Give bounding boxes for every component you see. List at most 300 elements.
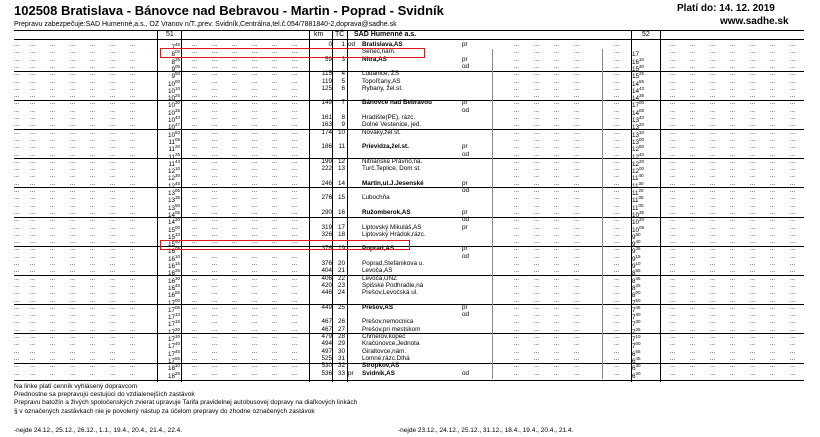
departure-time: $18^{25}$: [167, 370, 180, 380]
empty-cell: ...: [690, 253, 696, 260]
empty-cell: ...: [110, 100, 116, 107]
empty-cell: ...: [292, 122, 298, 129]
stop-name: Liptovský Mikuláš,AS: [362, 223, 422, 231]
empty-cell: ...: [292, 173, 298, 180]
arrival-time: $15^{25}$: [632, 71, 645, 81]
empty-cell: ...: [554, 231, 560, 238]
empty-cell: ...: [292, 136, 298, 143]
empty-cell: ...: [790, 85, 796, 92]
empty-cell: ...: [50, 85, 56, 92]
empty-cell: ...: [192, 312, 198, 319]
tc-value: 28: [337, 333, 345, 340]
empty-cell: ...: [90, 136, 96, 143]
empty-cell: ...: [30, 239, 36, 246]
empty-cell: ...: [30, 341, 36, 348]
empty-cell: ...: [730, 202, 736, 209]
arrival-time: $8^{55}$: [632, 268, 641, 278]
empty-cell: ...: [70, 217, 76, 224]
empty-cell: ...: [514, 246, 520, 253]
empty-cell: ...: [730, 71, 736, 78]
empty-cell: ...: [554, 304, 560, 311]
tc-value: 25: [337, 303, 345, 311]
km-value: 479: [321, 333, 332, 340]
empty-cell: ...: [730, 334, 736, 340]
empty-cell: ...: [614, 144, 620, 151]
empty-cell: ...: [232, 224, 238, 231]
empty-cell: ...: [770, 217, 776, 224]
empty-cell: ...: [534, 326, 540, 333]
stop-flag: od: [462, 311, 470, 319]
empty-cell: ...: [192, 93, 198, 100]
empty-cell: ...: [14, 158, 20, 165]
empty-cell: ...: [574, 115, 580, 121]
empty-cell: ...: [770, 275, 776, 282]
empty-cell: ...: [534, 209, 540, 216]
empty-cell: ...: [574, 202, 580, 209]
empty-cell: ...: [232, 239, 238, 246]
empty-cell: ...: [534, 231, 540, 238]
empty-cell: ...: [50, 42, 56, 48]
empty-cell: ...: [534, 290, 540, 297]
empty-cell: ...: [130, 246, 136, 253]
empty-cell: ...: [70, 122, 76, 129]
empty-cell: ...: [614, 180, 620, 187]
empty-cell: ...: [770, 188, 776, 194]
empty-cell: ...: [534, 370, 540, 377]
empty-cell: ...: [574, 261, 580, 267]
empty-cell: ...: [70, 42, 76, 48]
empty-cell: ...: [770, 144, 776, 151]
empty-cell: ...: [770, 363, 776, 370]
empty-cell: ...: [50, 239, 56, 246]
empty-cell: ...: [710, 239, 716, 246]
empty-cell: ...: [770, 297, 776, 304]
empty-cell: ...: [232, 341, 238, 348]
empty-cell: ...: [730, 217, 736, 224]
arrival-time: $11^{30}$: [632, 180, 644, 190]
empty-cell: ...: [574, 224, 580, 231]
empty-cell: ...: [554, 56, 560, 63]
empty-cell: ...: [130, 202, 136, 209]
empty-cell: ...: [790, 334, 796, 340]
departure-time: $10^{35}$: [167, 107, 180, 117]
empty-cell: ...: [770, 370, 776, 377]
empty-cell: ...: [574, 355, 580, 362]
empty-cell: ...: [110, 319, 116, 326]
empty-cell: ...: [90, 63, 96, 70]
empty-cell: ...: [614, 341, 620, 348]
note: § v označených zastávkach nie je povolený nástup za účelom prepravy do zhodne označených zastávok: [14, 407, 315, 415]
empty-cell: ...: [690, 63, 696, 70]
empty-cell: ...: [730, 49, 736, 56]
empty-cell: ...: [534, 107, 540, 114]
empty-cell: ...: [232, 122, 238, 129]
empty-cell: ...: [514, 217, 520, 224]
tc-value: 17: [337, 223, 345, 231]
arrival-time: $8^{45}$: [632, 275, 641, 285]
empty-cell: ...: [790, 290, 796, 297]
stop-name: Prešov,Levočská ul.: [362, 289, 418, 297]
empty-cell: ...: [614, 173, 620, 180]
notes: [14, 383, 357, 416]
stop-flag: pr: [462, 223, 468, 231]
empty-cell: ...: [130, 275, 136, 282]
empty-cell: ...: [790, 144, 796, 151]
empty-cell: ...: [110, 370, 116, 377]
stop-name: Rybany, žel.st.: [362, 84, 403, 92]
empty-cell: ...: [750, 275, 756, 282]
empty-cell: ...: [50, 363, 56, 370]
empty-cell: ...: [110, 209, 116, 216]
empty-cell: ...: [770, 326, 776, 333]
empty-cell: ...: [252, 355, 258, 362]
empty-cell: ...: [292, 261, 298, 267]
empty-cell: ...: [130, 71, 136, 78]
empty-cell: ...: [690, 268, 696, 275]
empty-cell: ...: [272, 297, 278, 304]
empty-cell: ...: [750, 217, 756, 224]
stop-name: Bratislava,AS: [362, 41, 403, 48]
empty-cell: ...: [730, 85, 736, 92]
empty-cell: ...: [670, 107, 676, 114]
departure-time: $17^{55}$: [167, 355, 180, 365]
empty-cell: ...: [30, 304, 36, 311]
empty-cell: ...: [770, 246, 776, 253]
empty-cell: ...: [192, 63, 198, 70]
empty-cell: ...: [790, 93, 796, 100]
empty-cell: ...: [212, 129, 218, 136]
empty-cell: ...: [614, 166, 620, 173]
arrival-time: $14^{35}$: [632, 93, 645, 103]
empty-cell: ...: [710, 158, 716, 165]
empty-cell: ...: [192, 370, 198, 377]
km-value: 276: [321, 194, 332, 202]
empty-cell: ...: [30, 144, 36, 151]
empty-cell: ...: [750, 261, 756, 267]
empty-cell: ...: [690, 180, 696, 187]
empty-cell: ...: [272, 348, 278, 355]
km-value: 319: [321, 223, 332, 231]
empty-cell: ...: [710, 180, 716, 187]
empty-cell: ...: [730, 63, 736, 70]
empty-cell: ...: [730, 261, 736, 267]
empty-cell: ...: [690, 334, 696, 340]
empty-cell: ...: [212, 348, 218, 355]
empty-cell: ...: [192, 136, 198, 143]
empty-cell: ...: [110, 363, 116, 370]
empty-cell: ...: [574, 253, 580, 260]
empty-cell: ...: [292, 290, 298, 297]
empty-cell: ...: [70, 56, 76, 63]
empty-cell: ...: [690, 188, 696, 194]
arrival-time: $7^{10}$: [632, 334, 641, 344]
empty-cell: ...: [750, 334, 756, 340]
departure-time: $8^{02}$: [171, 49, 180, 59]
empty-cell: ...: [130, 231, 136, 238]
empty-cell: ...: [212, 370, 218, 377]
empty-cell: ...: [614, 217, 620, 224]
empty-cell: ...: [212, 224, 218, 231]
empty-cell: ...: [750, 173, 756, 180]
empty-cell: ...: [70, 129, 76, 136]
empty-cell: ...: [272, 63, 278, 70]
empty-cell: ...: [534, 173, 540, 180]
empty-cell: ...: [292, 180, 298, 187]
empty-cell: ...: [130, 304, 136, 311]
empty-cell: ...: [670, 122, 676, 129]
empty-cell: ...: [730, 122, 736, 129]
empty-cell: ...: [14, 122, 20, 129]
arrival-time: $8^{25}$: [632, 282, 641, 292]
empty-cell: ...: [670, 188, 676, 194]
km-value: 186: [321, 143, 332, 151]
empty-cell: ...: [50, 115, 56, 121]
departure-time: $17^{10}$: [167, 312, 180, 322]
empty-cell: ...: [710, 63, 716, 70]
departure-time: $10^{47}$: [167, 122, 180, 132]
empty-cell: ...: [30, 93, 36, 100]
empty-cell: ...: [750, 304, 756, 311]
arrival-time: $7^{50}$: [632, 297, 641, 307]
empty-cell: ...: [14, 202, 20, 209]
empty-cell: ...: [252, 71, 258, 78]
empty-cell: ...: [232, 268, 238, 275]
departure-time: $16^{10}$: [167, 253, 180, 263]
arrival-time: $11^{05}$: [632, 195, 644, 205]
empty-cell: ...: [212, 85, 218, 92]
empty-cell: ...: [790, 231, 796, 238]
route-line: [492, 49, 493, 379]
empty-cell: ...: [212, 253, 218, 260]
empty-cell: ...: [574, 290, 580, 297]
empty-cell: ...: [232, 297, 238, 304]
empty-cell: ...: [750, 209, 756, 216]
empty-cell: ...: [690, 56, 696, 63]
empty-cell: ...: [14, 180, 20, 187]
empty-cell: ...: [614, 63, 620, 70]
empty-cell: ...: [790, 239, 796, 246]
empty-cell: ...: [90, 275, 96, 282]
empty-cell: ...: [750, 224, 756, 231]
km-value: 326: [321, 230, 332, 238]
empty-cell: ...: [192, 158, 198, 165]
empty-cell: ...: [790, 209, 796, 216]
empty-cell: ...: [252, 166, 258, 173]
empty-cell: ...: [770, 93, 776, 100]
empty-cell: ...: [70, 261, 76, 267]
empty-cell: ...: [670, 239, 676, 246]
page-title: 102508 Bratislava - Bánovce nad Bebravou - Martin - Poprad - Svidník: [14, 3, 444, 18]
departure-time: $10^{53}$: [167, 129, 180, 139]
stop-name: Prešov,pri mestskom: [362, 325, 421, 333]
empty-cell: ...: [534, 253, 540, 260]
empty-cell: ...: [130, 63, 136, 70]
empty-cell: ...: [514, 334, 520, 340]
divider: [309, 31, 310, 382]
empty-cell: ...: [212, 304, 218, 311]
empty-cell: ...: [110, 151, 116, 158]
empty-cell: ...: [770, 78, 776, 85]
departure-time: $11^{20}$: [168, 144, 180, 154]
tc-value: 11: [338, 143, 345, 151]
empty-cell: ...: [192, 42, 198, 48]
empty-cell: ...: [710, 275, 716, 282]
empty-cell: ...: [750, 129, 756, 136]
empty-cell: ...: [750, 253, 756, 260]
empty-cell: ...: [30, 78, 36, 85]
empty-cell: ...: [730, 312, 736, 319]
tc-value: 12: [337, 157, 345, 165]
empty-cell: ...: [50, 122, 56, 129]
empty-cell: ...: [514, 195, 520, 202]
empty-cell: ...: [710, 107, 716, 114]
empty-cell: ...: [574, 42, 580, 48]
empty-cell: ...: [192, 363, 198, 370]
empty-cell: ...: [110, 253, 116, 260]
empty-cell: ...: [110, 290, 116, 297]
empty-cell: ...: [90, 348, 96, 355]
empty-cell: ...: [90, 304, 96, 311]
empty-cell: ...: [70, 188, 76, 194]
km-value: 530: [321, 362, 332, 370]
empty-cell: ...: [730, 180, 736, 187]
empty-cell: ...: [212, 56, 218, 63]
empty-cell: ...: [212, 341, 218, 348]
empty-cell: ...: [690, 363, 696, 370]
empty-cell: ...: [670, 312, 676, 319]
empty-cell: ...: [750, 341, 756, 348]
empty-cell: ...: [212, 363, 218, 370]
empty-cell: ...: [574, 136, 580, 143]
empty-cell: ...: [730, 129, 736, 136]
empty-cell: ...: [90, 151, 96, 158]
stop-name: Poprad,AS: [362, 245, 395, 253]
stop-name: Giraltovce,nám.: [362, 347, 407, 355]
empty-cell: ...: [110, 85, 116, 92]
empty-cell: ...: [670, 275, 676, 282]
empty-cell: ...: [710, 151, 716, 158]
empty-cell: ...: [110, 268, 116, 275]
stop-flag: pr: [462, 179, 468, 187]
empty-cell: ...: [790, 304, 796, 311]
arrival-time: $11^{20}$: [632, 188, 644, 198]
stop-flag: pr: [462, 55, 468, 63]
empty-cell: ...: [690, 78, 696, 85]
km-value: 119: [321, 77, 332, 85]
empty-cell: ...: [110, 282, 116, 289]
empty-cell: ...: [14, 224, 20, 231]
empty-cell: ...: [192, 224, 198, 231]
empty-cell: ...: [232, 151, 238, 158]
empty-cell: ...: [272, 151, 278, 158]
empty-cell: ...: [130, 195, 136, 202]
empty-cell: ...: [574, 348, 580, 355]
empty-cell: ...: [252, 246, 258, 253]
highlight-bratislava: [160, 48, 425, 58]
empty-cell: ...: [30, 290, 36, 297]
km-value: 376: [321, 245, 332, 253]
empty-cell: ...: [670, 224, 676, 231]
empty-cell: ...: [90, 224, 96, 231]
tc-value: 22: [337, 274, 345, 282]
empty-cell: ...: [192, 334, 198, 340]
empty-cell: ...: [70, 297, 76, 304]
empty-cell: ...: [690, 100, 696, 107]
operator-name: SAD Humenné a.s.: [354, 31, 417, 38]
empty-cell: ...: [534, 144, 540, 151]
empty-cell: ...: [70, 166, 76, 173]
km-value: 246: [321, 179, 332, 187]
empty-cell: ...: [50, 129, 56, 136]
empty-cell: ...: [670, 231, 676, 238]
empty-cell: ...: [750, 63, 756, 70]
empty-cell: ...: [30, 268, 36, 275]
empty-cell: ...: [670, 209, 676, 216]
empty-cell: ...: [90, 188, 96, 194]
empty-cell: ...: [690, 224, 696, 231]
empty-cell: ...: [192, 71, 198, 78]
empty-cell: ...: [212, 151, 218, 158]
empty-cell: ...: [730, 341, 736, 348]
arrival-time: $9^{35}$: [632, 246, 641, 256]
empty-cell: ...: [252, 78, 258, 85]
empty-cell: ...: [70, 224, 76, 231]
empty-cell: ...: [232, 348, 238, 355]
stop-name: Nitrianske Pravno,ná.: [362, 157, 423, 165]
empty-cell: ...: [534, 158, 540, 165]
empty-cell: ...: [670, 202, 676, 209]
empty-cell: ...: [110, 188, 116, 194]
empty-cell: ...: [252, 370, 258, 377]
empty-cell: ...: [554, 290, 560, 297]
empty-cell: ...: [90, 144, 96, 151]
departure-time: $12^{30}$: [167, 173, 180, 183]
empty-cell: ...: [534, 312, 540, 319]
empty-cell: ...: [770, 268, 776, 275]
empty-cell: ...: [670, 78, 676, 85]
empty-cell: ...: [272, 246, 278, 253]
empty-cell: ...: [710, 71, 716, 78]
empty-cell: ...: [710, 370, 716, 377]
empty-cell: ...: [292, 304, 298, 311]
empty-cell: ...: [790, 136, 796, 143]
empty-cell: ...: [514, 166, 520, 173]
empty-cell: ...: [670, 49, 676, 56]
empty-cell: ...: [614, 209, 620, 216]
empty-cell: ...: [534, 42, 540, 48]
empty-cell: ...: [90, 334, 96, 340]
empty-cell: ...: [670, 261, 676, 267]
empty-cell: ...: [614, 158, 620, 165]
empty-cell: ...: [232, 334, 238, 340]
website-link[interactable]: www.sadhe.sk: [720, 16, 789, 27]
stop-flag: pr: [462, 245, 468, 253]
empty-cell: ...: [14, 268, 20, 275]
empty-cell: ...: [232, 85, 238, 92]
empty-cell: ...: [730, 370, 736, 377]
empty-cell: ...: [50, 246, 56, 253]
empty-cell: ...: [710, 348, 716, 355]
empty-cell: ...: [50, 188, 56, 194]
empty-cell: ...: [212, 188, 218, 194]
empty-cell: ...: [30, 334, 36, 340]
empty-cell: ...: [690, 304, 696, 311]
empty-cell: ...: [574, 78, 580, 85]
empty-cell: ...: [292, 326, 298, 333]
empty-cell: ...: [614, 49, 620, 56]
km-value: 115: [321, 70, 332, 78]
empty-cell: ...: [90, 107, 96, 114]
